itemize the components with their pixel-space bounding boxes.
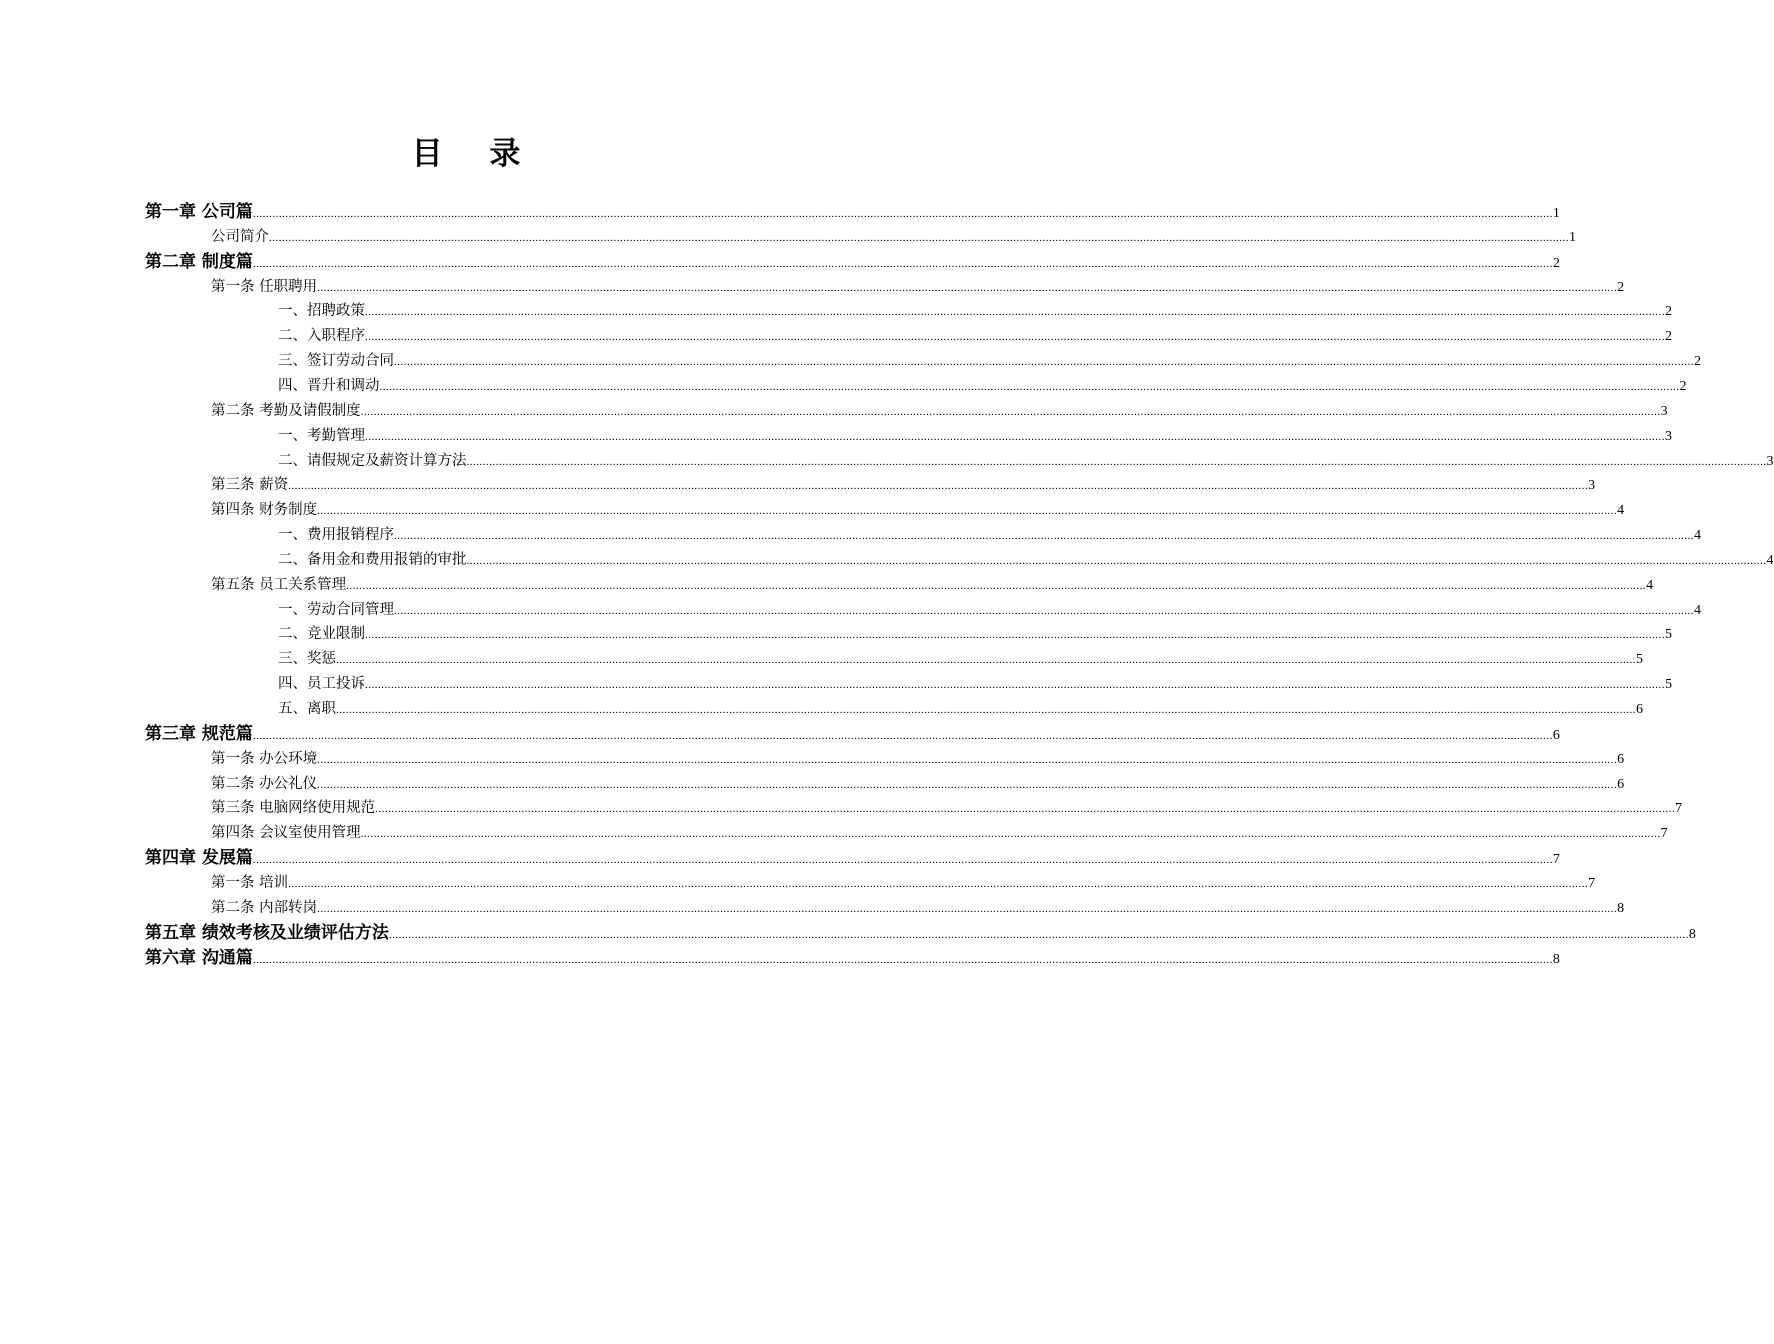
toc-dot-leader: ................................................................................................................................................................................................................................................................................................................................................................................................................ — [466, 455, 1767, 468]
toc-page-number: 4 — [1766, 552, 1774, 568]
toc-entry[interactable] — [211, 747, 1625, 772]
toc-entry[interactable] — [211, 473, 1596, 498]
toc-dot-leader: ................................................................................................................................................................................................................................................................................................................................................................................................................ — [252, 729, 1553, 742]
toc-page-number: 8 — [1617, 900, 1625, 916]
toc-entry-title: 第五条 员工关系管理 — [211, 576, 347, 593]
toc-dot-leader: ................................................................................................................................................................................................................................................................................................................................................................................................................ — [365, 430, 1665, 443]
toc-dot-leader: ................................................................................................................................................................................................................................................................................................................................................................................................................ — [375, 803, 1676, 816]
toc-page-number: 6 — [1617, 776, 1625, 792]
toc-dot-leader: ................................................................................................................................................................................................................................................................................................................................................................................................................ — [394, 530, 1694, 543]
toc-dot-leader: ................................................................................................................................................................................................................................................................................................................................................................................................................ — [288, 877, 1589, 890]
toc-entry[interactable] — [211, 399, 1668, 424]
toc-entry[interactable] — [211, 871, 1596, 896]
toc-entry-title: 第四条 会议室使用管理 — [211, 825, 361, 842]
toc-dot-leader: ................................................................................................................................................................................................................................................................................................................................................................................................................ — [336, 704, 1636, 716]
toc-entry[interactable] — [278, 622, 1672, 647]
toc-dot-leader: ................................................................................................................................................................................................................................................................................................................................................................................................................ — [336, 654, 1636, 667]
toc-entry-title: 第一条 培训 — [211, 874, 289, 891]
toc-entry-title: 第一章 公司篇 — [145, 202, 253, 222]
toc-page-number: 2 — [1552, 255, 1560, 271]
toc-page-number: 6 — [1617, 751, 1625, 767]
toc-entry-title: 二、入职程序 — [278, 328, 365, 345]
toc-entry[interactable] — [278, 324, 1672, 349]
toc-chapter-entry[interactable] — [145, 200, 1560, 225]
toc-dot-leader: ................................................................................................................................................................................................................................................................................................................................................................................................................ — [317, 902, 1618, 915]
toc-entry-title: 第三章 规范篇 — [145, 723, 253, 744]
toc-chapter-entry[interactable] — [145, 846, 1560, 871]
toc-entry[interactable] — [211, 896, 1625, 921]
toc-entry-title: 一、考勤管理 — [278, 427, 365, 444]
toc-page-number: 4 — [1694, 602, 1701, 618]
toc-dot-leader: ................................................................................................................................................................................................................................................................................................................................................................................................................ — [346, 579, 1647, 592]
toc-entry-title: 第六章 沟通篇 — [145, 947, 253, 968]
toc-entry-title: 第一条 任职聘用 — [211, 278, 318, 295]
toc-entry[interactable] — [211, 821, 1668, 846]
toc-entry-title: 四、晋升和调动 — [278, 377, 380, 394]
toc-entry-title: 一、招聘政策 — [278, 303, 365, 320]
toc-page-number: 2 — [1617, 279, 1625, 295]
toc-page-number: 4 — [1694, 528, 1701, 544]
toc-page-number: 1 — [1552, 206, 1560, 221]
toc-dot-leader: ................................................................................................................................................................................................................................................................................................................................................................................................................ — [252, 953, 1553, 966]
toc-entry-title: 公司简介 — [211, 228, 269, 245]
toc-entry-title: 第二章 制度篇 — [145, 251, 253, 272]
toc-entry[interactable] — [278, 299, 1672, 324]
toc-dot-leader: ................................................................................................................................................................................................................................................................................................................................................................................................................ — [379, 380, 1680, 393]
toc-entry-title: 第一条 办公环境 — [211, 750, 318, 767]
toc-page-number: 2 — [1694, 354, 1701, 370]
toc-chapter-entry[interactable] — [145, 250, 1560, 275]
toc-page-number: 8 — [1552, 951, 1560, 967]
toc-entry[interactable] — [278, 697, 1643, 722]
toc-entry[interactable] — [278, 548, 1774, 573]
toc-dot-leader: ................................................................................................................................................................................................................................................................................................................................................................................................................ — [288, 480, 1589, 493]
toc-dot-leader: ................................................................................................................................................................................................................................................................................................................................................................................................................ — [252, 208, 1553, 220]
toc-page-number: 5 — [1665, 627, 1672, 643]
toc-dot-leader: ................................................................................................................................................................................................................................................................................................................................................................................................................ — [365, 331, 1665, 344]
toc-entry[interactable] — [278, 449, 1774, 474]
toc-entry[interactable] — [278, 647, 1643, 672]
toc-dot-leader: ................................................................................................................................................................................................................................................................................................................................................................................................................ — [466, 554, 1767, 567]
toc-chapter-entry[interactable] — [145, 722, 1560, 747]
toc-entry-title: 二、备用金和费用报销的审批 — [278, 551, 467, 568]
toc-dot-leader: ................................................................................................................................................................................................................................................................................................................................................................................................................ — [252, 257, 1553, 270]
toc-entry[interactable] — [278, 374, 1687, 399]
toc-dot-leader: ................................................................................................................................................................................................................................................................................................................................................................................................................ — [317, 281, 1618, 294]
toc-dot-leader: ................................................................................................................................................................................................................................................................................................................................................................................................................ — [317, 505, 1618, 518]
toc-page-number: 5 — [1636, 652, 1643, 668]
toc-page-number: 5 — [1665, 677, 1672, 693]
toc-entry[interactable] — [211, 225, 1576, 250]
toc-page-number: 2 — [1665, 329, 1672, 345]
toc-entry[interactable] — [211, 275, 1625, 300]
toc-dot-leader: ................................................................................................................................................................................................................................................................................................................................................................................................................ — [388, 928, 1689, 941]
toc-entry-title: 第二条 内部转岗 — [211, 899, 318, 916]
toc-entry[interactable] — [211, 772, 1625, 797]
toc-entry-title: 第四章 发展篇 — [145, 848, 253, 869]
toc-entry-title: 二、竞业限制 — [278, 626, 365, 643]
toc-dot-leader: ................................................................................................................................................................................................................................................................................................................................................................................................................ — [365, 629, 1665, 642]
toc-entry-title: 第五章 绩效考核及业绩评估方法 — [145, 922, 389, 943]
toc-page-number: 7 — [1675, 801, 1683, 817]
toc-entry-title: 五、离职 — [278, 701, 336, 717]
toc-dot-leader: ................................................................................................................................................................................................................................................................................................................................................................................................................ — [394, 604, 1694, 617]
toc-entry-title: 三、签订劳动合同 — [278, 353, 394, 370]
toc-dot-leader: ................................................................................................................................................................................................................................................................................................................................................................................................................ — [360, 828, 1661, 841]
toc-chapter-entry[interactable] — [145, 946, 1560, 971]
toc-dot-leader: ................................................................................................................................................................................................................................................................................................................................................................................................................ — [360, 405, 1661, 418]
toc-entry-title: 四、员工投诉 — [278, 676, 365, 693]
toc-page-number: 6 — [1636, 702, 1643, 717]
toc-entry-title: 第三条 电脑网络使用规范 — [211, 800, 376, 817]
toc-dot-leader: ................................................................................................................................................................................................................................................................................................................................................................................................................ — [365, 679, 1665, 692]
toc-page-number: 6 — [1552, 727, 1560, 743]
toc-page-number: 4 — [1617, 503, 1625, 519]
toc-entry[interactable] — [278, 523, 1701, 548]
toc-entry-title: 第四条 财务制度 — [211, 502, 318, 519]
toc-page-number: 2 — [1665, 304, 1672, 320]
toc-entry-title: 三、奖惩 — [278, 651, 336, 668]
toc-page-number: 7 — [1552, 852, 1560, 868]
toc-page-number: 8 — [1688, 926, 1696, 942]
toc-title: 目 录 — [411, 136, 539, 172]
toc-page-number: 4 — [1646, 577, 1654, 593]
toc-entry[interactable] — [211, 498, 1625, 523]
toc-entry-title: 一、劳动合同管理 — [278, 601, 394, 618]
toc-dot-leader: ................................................................................................................................................................................................................................................................................................................................................................................................................ — [317, 753, 1618, 766]
toc-page-number: 3 — [1766, 453, 1774, 469]
toc-page-number: 1 — [1569, 229, 1576, 245]
toc-entry[interactable] — [278, 672, 1672, 697]
toc-entry-title: 第三条 薪资 — [211, 477, 289, 494]
toc-page-number: 7 — [1660, 826, 1668, 842]
toc-dot-leader: ................................................................................................................................................................................................................................................................................................................................................................................................................ — [269, 231, 1569, 244]
toc-page-number: 2 — [1679, 378, 1687, 394]
toc-dot-leader: ................................................................................................................................................................................................................................................................................................................................................................................................................ — [252, 854, 1553, 867]
toc-dot-leader: ................................................................................................................................................................................................................................................................................................................................................................................................................ — [394, 356, 1694, 369]
toc-dot-leader: ................................................................................................................................................................................................................................................................................................................................................................................................................ — [317, 778, 1618, 791]
toc-entry[interactable] — [278, 598, 1701, 623]
toc-entry-title: 一、费用报销程序 — [278, 527, 394, 544]
toc-entry-title: 二、请假规定及薪资计算方法 — [278, 452, 467, 469]
toc-entry[interactable] — [278, 424, 1672, 449]
toc-page-number: 3 — [1660, 403, 1668, 419]
toc-entry-title: 第二条 办公礼仪 — [211, 775, 318, 792]
toc-page-number: 3 — [1665, 428, 1672, 444]
toc-entry[interactable] — [278, 349, 1701, 374]
toc-entry[interactable] — [211, 796, 1683, 821]
toc-dot-leader: ................................................................................................................................................................................................................................................................................................................................................................................................................ — [365, 306, 1665, 319]
toc-chapter-entry[interactable] — [145, 921, 1696, 946]
toc-entry-title: 第二条 考勤及请假制度 — [211, 402, 361, 419]
toc-page-number: 3 — [1588, 478, 1596, 494]
toc-entry[interactable] — [211, 573, 1654, 598]
toc-page-number: 7 — [1588, 875, 1596, 891]
